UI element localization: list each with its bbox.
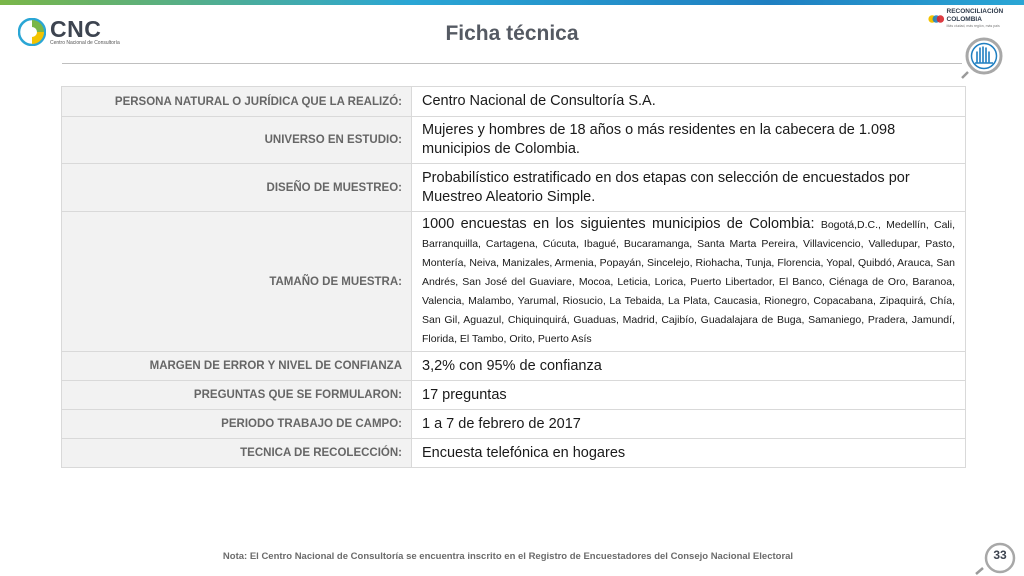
row-value: 3,2% con 95% de confianza [412,352,966,381]
reconciliacion-logo-icon [928,11,945,27]
table-row [62,439,966,468]
row-label: PERIODO TRABAJO DE CAMPO: [62,410,412,439]
row-label: TAMAÑO DE MUESTRA: [62,212,412,352]
municipios-list: Bogotá,D.C., Medellín, Cali, Barranquilla, Cartagena, Cúcuta, Ibagué, Bucaramanga, Santa Marta Pereira, Villavicencio, Valledupar, Pasto, Montería, Neiva, Manizales, Armenia, Popayán, Sincelejo, Riohacha, Tunja, Florencia, Yopal, Quibdó, Arauca, San Andrés, San José del Guaviare, Mocoa, Leticia, Lorica, Puerto Libertador, El Banco, Ciénaga de Oro, Baranoa, Valencia, Malambo, Yarumal, Riosucio, La Tebaida, La Plata, Caucasia, Rionegro, Copacabana, Zipaquirá, Chía, San Gil, Aguazul, Chiquinquirá, Guaduas, Madrid, Cajibío, Guadalajara de Buga, Samaniego, Pradera, Jamundí, Florida, El Tambo, Orito, Puerto Asís [422,219,955,345]
technical-sheet-table [61,86,966,468]
row-label: DISEÑO DE MUESTREO: [62,164,412,212]
page-title: Ficha técnica [445,22,579,45]
row-value: Probabilístico estratificado en dos etapas con selección de encuestados por Muestreo Aleatorio Simple. [412,164,966,212]
title-divider [62,63,962,64]
reconciliacion-logo [928,8,1024,29]
table-row [62,381,966,410]
row-value: 1 a 7 de febrero de 2017 [412,410,966,439]
row-label: UNIVERSO EN ESTUDIO: [62,117,412,164]
sample-size-main: 1000 encuestas en los siguientes municipios de Colombia: [422,216,815,232]
partner-logo-subtitle: Más ciudad, más región, más país [946,24,1000,28]
sample-size-value [412,212,966,352]
table-row [62,410,966,439]
table-row [62,352,966,381]
logo-subtitle: Centro Nacional de Consultoría [50,40,120,46]
row-value: Mujeres y hombres de 18 años o más residentes en la cabecera de 1.098 municipios de Colombia. [412,117,966,164]
page-number: 33 [993,548,1007,562]
footer-note: Nota: El Centro Nacional de Consultoría se encuentra inscrito en el Registro de Encuestadores del Consejo Nacional Electoral [222,551,794,562]
row-label: PREGUNTAS QUE SE FORMULARON: [62,381,412,410]
table-row [62,87,966,117]
row-label: PERSONA NATURAL O JURÍDICA QUE LA REALIZÓ: [62,87,412,117]
row-value: 17 preguntas [412,381,966,410]
table-row [62,117,966,164]
row-value: Centro Nacional de Consultoría S.A. [412,87,966,117]
table-row [62,164,966,212]
logo-name: CNC [50,16,102,42]
row-value: Encuesta telefónica en hogares [412,439,966,468]
partner-logo-title: RECONCILIACIÓN COLOMBIA [946,8,1004,23]
hands-badge-icon [958,34,1008,84]
row-label: MARGEN DE ERROR Y NIVEL DE CONFIANZA [62,352,412,381]
table-row [62,212,966,352]
row-label: TECNICA DE RECOLECCIÓN: [62,439,412,468]
top-accent-bar [0,0,1024,5]
